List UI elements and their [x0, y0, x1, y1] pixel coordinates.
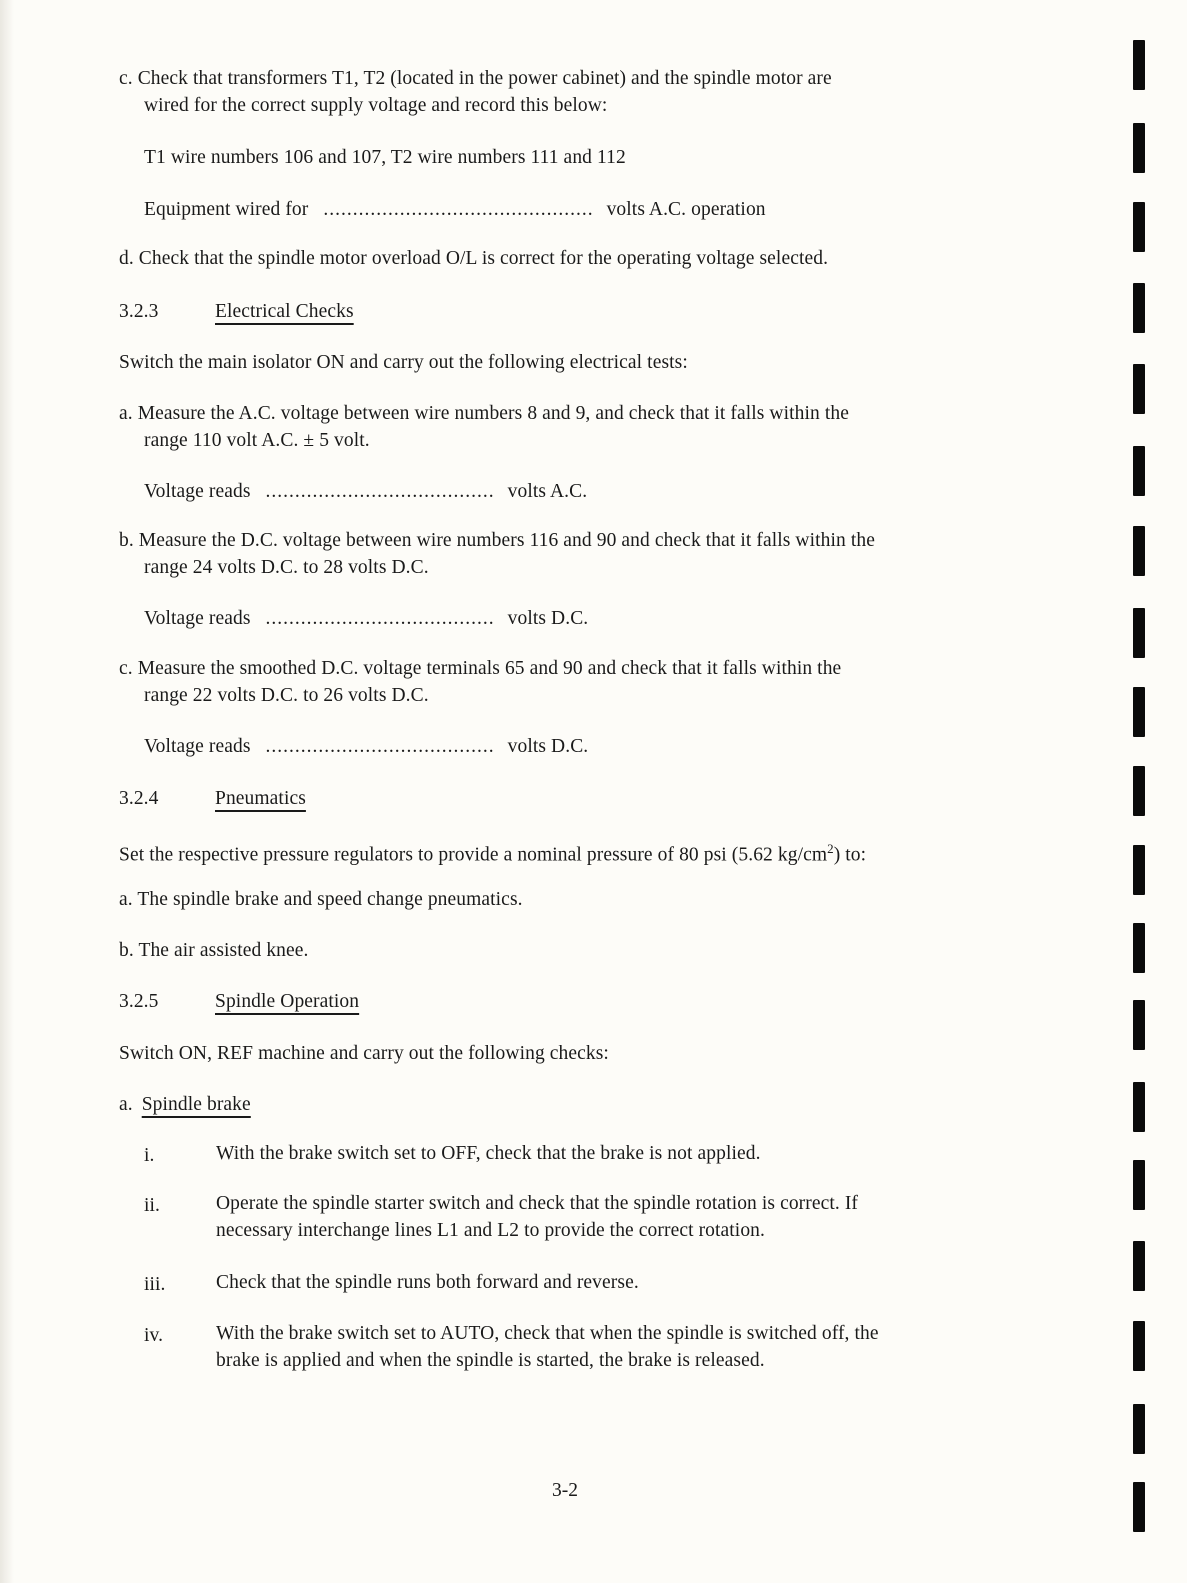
pneumatics-b: b. The air assisted knee.	[119, 940, 309, 961]
list-item-number: iv.	[144, 1325, 164, 1346]
voltage-fill-dots: .......................................	[265, 736, 495, 757]
electrical-c-line1: c. Measure the smoothed D.C. voltage terminals 65 and 90 and check that it falls within the	[119, 658, 842, 679]
page-number: 3-2	[552, 1480, 578, 1501]
binding-mark	[1133, 364, 1145, 414]
list-item-number: iii.	[144, 1274, 166, 1295]
list-item-number: i.	[144, 1145, 155, 1166]
binding-mark	[1133, 526, 1145, 576]
binding-mark	[1133, 1082, 1145, 1132]
voltage-reads-label: Voltage reads	[144, 736, 251, 757]
binding-mark	[1133, 1482, 1145, 1532]
voltage-reads-dc-row	[144, 606, 588, 632]
section-number-pneumatics: 3.2.4	[119, 788, 159, 809]
voltage-fill-dots: .......................................	[265, 608, 495, 629]
voltage-reads-label: Voltage reads	[144, 481, 251, 502]
electrical-b-line1: b. Measure the D.C. voltage between wire numbers 116 and 90 and check that it falls within the	[119, 530, 875, 551]
binding-mark	[1133, 923, 1145, 973]
item-d-text: d. Check that the spindle motor overload O/L is correct for the operating voltage selected.	[119, 248, 829, 269]
superscript-two: 2	[827, 841, 834, 856]
binding-mark	[1133, 283, 1145, 333]
voltage-reads-ac-row	[144, 479, 587, 505]
pneumatics-intro-end: ) to:	[833, 844, 867, 866]
equipment-label: Equipment wired for	[144, 199, 309, 220]
section-title-pneumatics: Pneumatics	[215, 788, 306, 809]
page-edge-shadow	[0, 0, 14, 1583]
list-item-text: Check that the spindle runs both forward and reverse.	[216, 1272, 639, 1293]
voltage-unit: volts A.C.	[507, 481, 588, 502]
binding-mark	[1133, 687, 1145, 737]
pneumatics-intro	[119, 836, 866, 869]
binding-mark	[1133, 845, 1145, 895]
electrical-a-line1: a. Measure the A.C. voltage between wire numbers 8 and 9, and check that it falls within the	[119, 403, 849, 424]
binding-mark	[1133, 202, 1145, 252]
binding-mark	[1133, 1000, 1145, 1050]
voltage-reads-smoothed-row	[144, 734, 588, 760]
binding-mark	[1133, 1160, 1145, 1210]
item-c-line2: wired for the correct supply voltage and record this below:	[144, 95, 608, 116]
electrical-c-line2: range 22 volts D.C. to 26 volts D.C.	[144, 685, 429, 706]
list-item-number: ii.	[144, 1195, 161, 1216]
spindle-brake-heading	[119, 1092, 251, 1118]
electrical-a-line2: range 110 volt A.C. ± 5 volt.	[144, 430, 370, 451]
item-c-line1: c. Check that transformers T1, T2 (located in the power cabinet) and the spindle motor are	[119, 68, 832, 89]
equipment-unit: volts A.C. operation	[606, 199, 766, 220]
electrical-b-line2: range 24 volts D.C. to 28 volts D.C.	[144, 557, 429, 578]
wire-numbers-text: T1 wire numbers 106 and 107, T2 wire numbers 111 and 112	[144, 147, 626, 168]
spindle-brake-title: Spindle brake	[141, 1094, 251, 1115]
voltage-reads-label: Voltage reads	[144, 608, 251, 629]
voltage-fill-dots: .......................................	[265, 481, 495, 502]
spindle-intro: Switch ON, REF machine and carry out the following checks:	[119, 1043, 609, 1064]
section-number-electrical: 3.2.3	[119, 301, 159, 322]
equipment-fill-dots: ..............................................	[323, 199, 594, 220]
binding-mark	[1133, 608, 1145, 658]
binding-mark	[1133, 123, 1145, 173]
section-title-spindle: Spindle Operation	[215, 991, 360, 1012]
binding-mark	[1133, 1241, 1145, 1291]
list-item-text: Operate the spindle starter switch and check that the spindle rotation is correct. If	[216, 1193, 859, 1214]
section-number-spindle: 3.2.5	[119, 991, 159, 1012]
binding-mark	[1133, 40, 1145, 90]
list-item-text: With the brake switch set to OFF, check that the brake is not applied.	[216, 1143, 761, 1164]
binding-mark	[1133, 1321, 1145, 1371]
list-item-text-cont: necessary interchange lines L1 and L2 to provide the correct rotation.	[216, 1220, 766, 1241]
section-title-electrical: Electrical Checks	[215, 301, 354, 322]
voltage-unit: volts D.C.	[507, 736, 589, 757]
binding-mark	[1133, 1404, 1145, 1454]
equipment-wired-row	[144, 197, 766, 223]
binding-mark	[1133, 766, 1145, 816]
list-item-text-cont: brake is applied and when the spindle is started, the brake is released.	[216, 1350, 765, 1371]
pneumatics-a: a. The spindle brake and speed change pneumatics.	[119, 889, 523, 910]
pneumatics-intro-text: Set the respective pressure regulators to provide a nominal pressure of 80 psi (5.62 kg/cm	[119, 844, 828, 866]
electrical-intro: Switch the main isolator ON and carry out the following electrical tests:	[119, 352, 688, 373]
subitem-prefix: a.	[119, 1094, 133, 1115]
voltage-unit: volts D.C.	[507, 608, 589, 629]
list-item-text: With the brake switch set to AUTO, check that when the spindle is switched off, the	[216, 1323, 879, 1344]
binding-mark	[1133, 446, 1145, 496]
